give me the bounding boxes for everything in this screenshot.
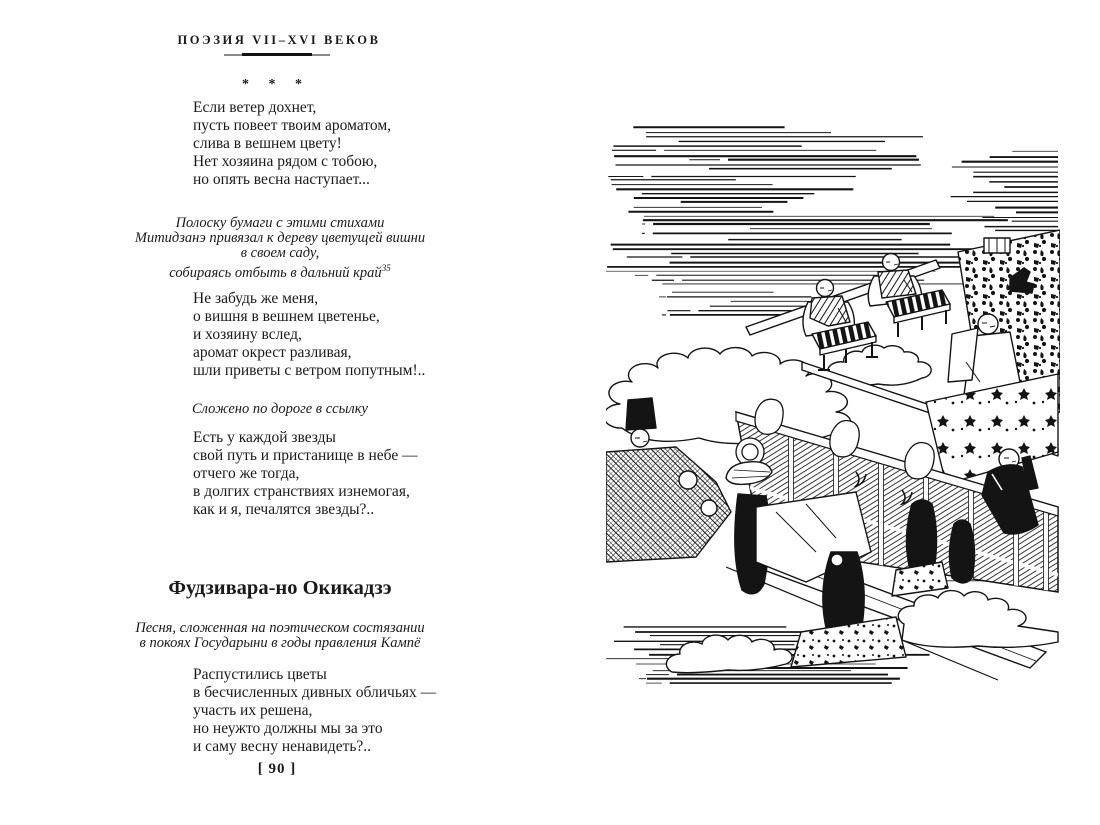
poem-caption	[100, 621, 460, 651]
poem-block	[193, 290, 425, 380]
text-line: Не забудь же меня,	[193, 290, 319, 307]
text-line: Нет хозяина рядом с тобою,	[193, 153, 378, 170]
text-line: аромат окрест разливая,	[193, 344, 352, 361]
text-line: Песня, сложенная на поэтическом состязании	[135, 620, 425, 636]
author-heading: Фудзивара-но Окикадзэ	[168, 577, 392, 599]
text-line: отчего же тогда,	[193, 465, 300, 482]
text-line: участь их решена,	[193, 702, 313, 719]
text-line: и саму весну ненавидеть?..	[193, 738, 372, 755]
text-line: и хозяину вслед,	[193, 326, 302, 343]
page-number: [ 90 ]	[257, 761, 297, 777]
text-line: в своем саду,	[240, 245, 320, 261]
text-line: но опять весна наступает...	[193, 171, 370, 188]
text-line: о вишня в вешнем цветенье,	[193, 308, 380, 325]
text-line: слива в вешнем цвету!	[193, 135, 342, 152]
text-line: в бесчисленных дивных обличьях —	[193, 684, 437, 701]
text-line: свой путь и пристанище в небе —	[193, 447, 418, 464]
text-line: как и я, печалятся звезды?..	[193, 501, 375, 518]
running-head-rule	[224, 54, 330, 56]
text-line: Если ветер дохнет,	[193, 99, 317, 116]
running-head: ПОЭЗИЯ VII–XVI ВЕКОВ	[177, 33, 381, 47]
text-line: Есть у каждой звезды	[193, 429, 336, 446]
poem-caption: Сложено по дороге в ссылку	[192, 401, 368, 417]
poem-separator-stars: * * *	[242, 77, 310, 92]
footnote-ref: 35	[381, 263, 391, 273]
text-line: Полоску бумаги с этими стихами	[175, 215, 385, 231]
poem-block	[193, 429, 418, 519]
woodblock-illustration	[606, 112, 1060, 690]
poem-block	[193, 99, 391, 189]
caption-last-line: собираясь отбыть в дальний край$^{35}$	[169, 263, 391, 281]
poem-block	[193, 666, 436, 756]
text-line: пусть повеет твоим ароматом,	[193, 117, 392, 134]
text-line: но неужто должны мы за это	[193, 720, 383, 737]
caption-lines	[100, 216, 460, 261]
text-line: шли приветы с ветром попутным!..	[193, 362, 426, 379]
text-line: Митидзанэ привязал к дереву цветущей вишни	[134, 230, 426, 246]
text-line: в покоях Государыни в годы правления Кампё	[139, 635, 421, 651]
poem-caption	[100, 216, 460, 281]
text-line: Распустились цветы	[193, 666, 327, 683]
text-line: в долгих странствиях изнемогая,	[193, 483, 410, 500]
